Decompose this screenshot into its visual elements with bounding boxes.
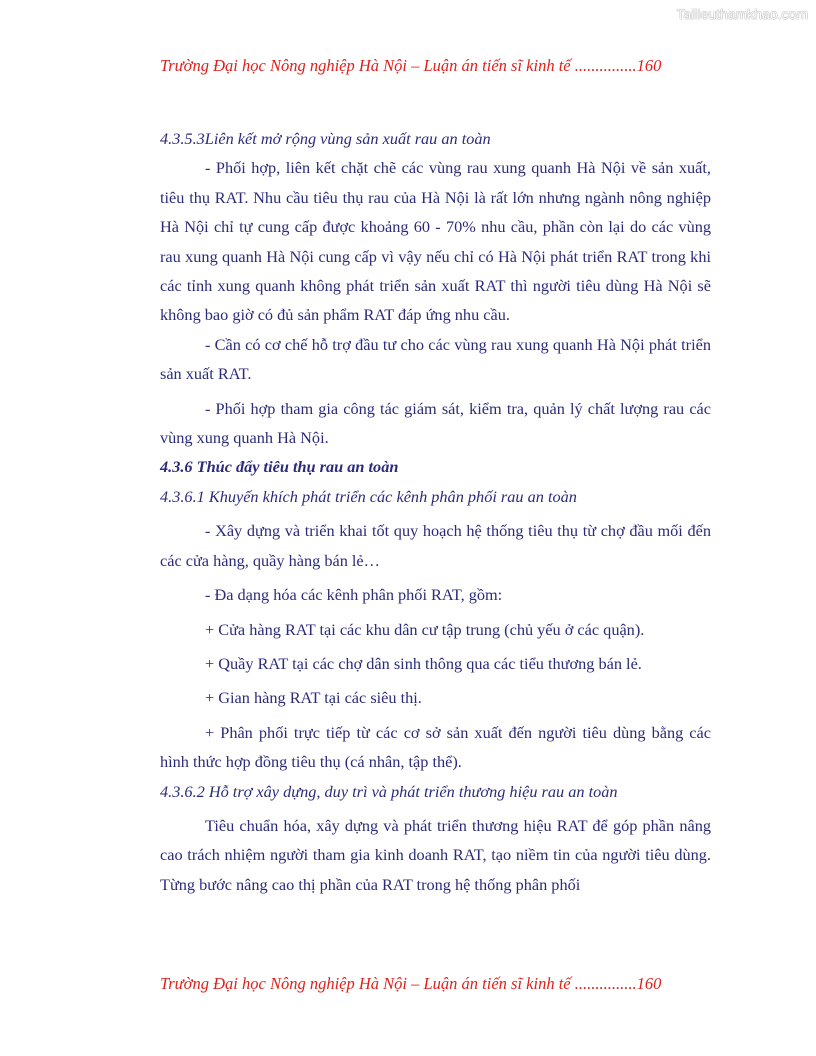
subsection-heading-4-3-6-2: 4.3.6.2 Hỗ trợ xây dựng, duy trì và phát triển thương hiệu rau an toàn — [160, 781, 618, 801]
list-item: + Cửa hàng RAT tại các khu dân cư tập trung (chủ yếu ở các quận). — [205, 619, 645, 639]
watermark: Tailieuthamkhao.com — [676, 6, 808, 22]
section-heading-4-3-6: 4.3.6 Thúc đẩy tiêu thụ rau an toàn — [160, 457, 399, 477]
paragraph: - Phối hợp, liên kết chặt chẽ các vùng rau xung quanh Hà Nội về sản xuất, tiêu thụ RAT. Nhu cầu tiêu thụ rau của Hà Nội là rất lớn nhưng ngành nông nghiệp Hà Nội chỉ tự cung cấp được khoảng 60 - 70% nhu cầu, phần còn lại do các vùng rau xung quanh Hà Nội cung cấp vì vậy nếu chỉ có Hà Nội phát triển RAT trong khi các tỉnh xung quanh không phát triển sản xuất RAT thì người tiêu dùng Hà Nội sẽ không bao giờ có đủ sản phẩm RAT đáp ứng nhu cầu. — [160, 158, 711, 325]
page-header: Trường Đại học Nông nghiệp Hà Nội – Luận án tiến sĩ kinh tế ...............160 — [160, 56, 662, 75]
paragraph: - Cần có cơ chế hỗ trợ đầu tư cho các vùng rau xung quanh Hà Nội phát triển sản xuất RAT. — [160, 334, 711, 384]
paragraph: Tiêu chuẩn hóa, xây dựng và phát triển thương hiệu RAT để góp phần nâng cao trách nhiệm người tham gia kinh doanh RAT, tạo niềm tin của người tiêu dùng. Từng bước nâng cao thị phần của RAT trong hệ thống phân phối — [160, 815, 711, 894]
document-body — [160, 124, 711, 899]
subsection-heading-4-3-5-3: 4.3.5.3Liên kết mở rộng vùng sản xuất rau an toàn — [160, 129, 491, 148]
subsection-heading-4-3-6-1: 4.3.6.1 Khuyến khích phát triển các kênh phân phối rau an toàn — [160, 486, 577, 506]
page-footer: Trường Đại học Nông nghiệp Hà Nội – Luận án tiến sĩ kinh tế ...............160 — [160, 974, 662, 993]
paragraph: - Xây dựng và triển khai tốt quy hoạch hệ thống tiêu thụ từ chợ đầu mối đến các cửa hàng, quầy hàng bán lẻ… — [160, 521, 711, 570]
list-item: + Gian hàng RAT tại các siêu thị. — [205, 688, 422, 708]
paragraph: - Phối hợp tham gia công tác giám sát, kiểm tra, quản lý chất lượng rau các vùng xung quanh Hà Nội. — [160, 398, 711, 448]
list-item: + Phân phối trực tiếp từ các cơ sở sản xuất đến người tiêu dùng bằng các hình thức hợp đồng tiêu thụ (cá nhân, tập thể). — [160, 722, 711, 772]
list-item: + Quầy RAT tại các chợ dân sinh thông qua các tiểu thương bán lẻ. — [205, 653, 642, 673]
list-intro: - Đa dạng hóa các kênh phân phối RAT, gồm: — [205, 585, 503, 605]
